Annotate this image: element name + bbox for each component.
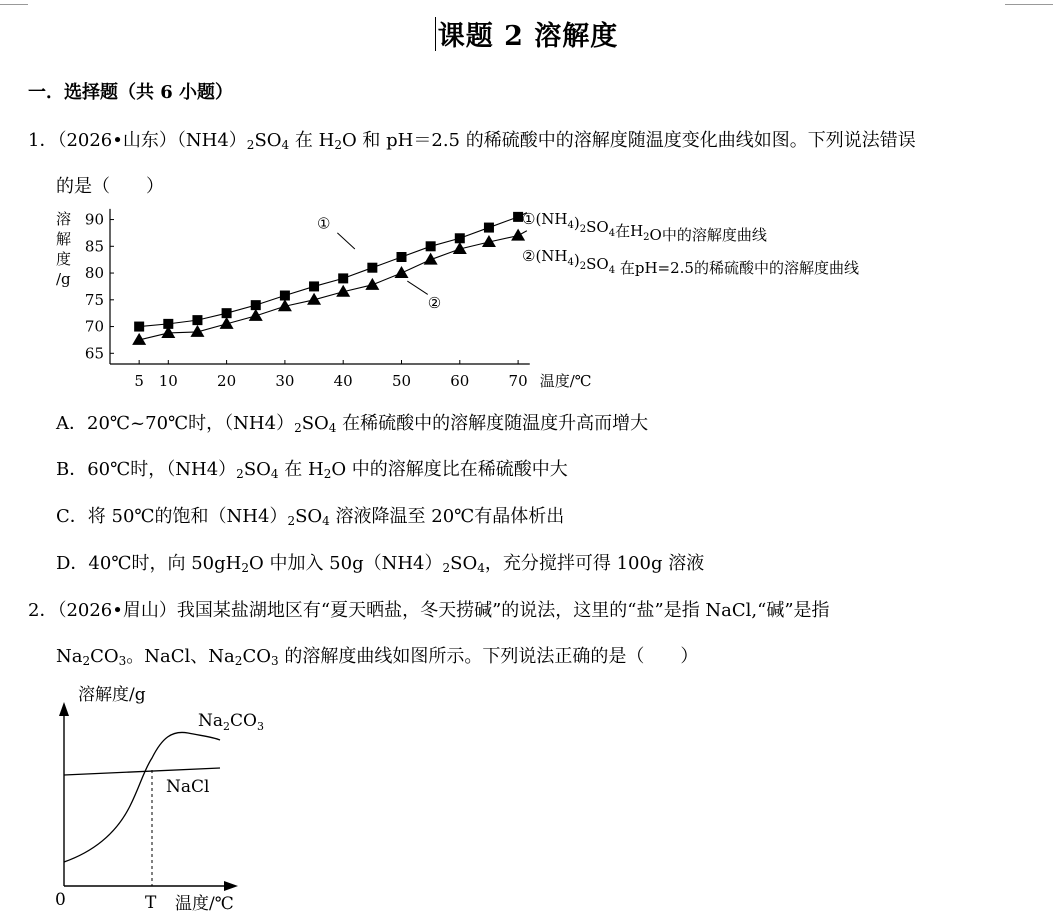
data-point-square (397, 252, 407, 262)
x-tick-label: 70 (508, 372, 528, 390)
curve-label-1: ① (316, 214, 331, 233)
page-corner-mark (1005, 0, 1053, 5)
y-axis-label: 溶 (56, 210, 72, 228)
series-line (139, 213, 527, 327)
q1-option-d[interactable]: D．40℃时，向 $50gH_2O$ 中加入 $50g(NH4)_2SO_4$，充分搅拌可得 100g 溶液 (56, 553, 705, 575)
data-point-triangle (365, 278, 379, 290)
x-tick-label: 40 (333, 372, 353, 390)
q2-stem-line1: 2．（2026•眉山）我国某盐湖地区有“夏天晒盐，冬天捞碱”的说法，这里的“盐”是指 NaCl,“碱”是指 (28, 600, 830, 621)
data-point-triangle (395, 266, 409, 278)
q1-stem-line2: 的是（ ） (56, 176, 164, 197)
t-label: T (145, 893, 157, 913)
solubility-chart-1 (48, 200, 928, 400)
x-tick-label: 5 (134, 372, 144, 390)
x-tick-label: 50 (391, 372, 412, 390)
section-heading: 一．选择题（共 6 小题） (28, 82, 234, 103)
x-tick-label: 60 (450, 372, 470, 390)
q1-option-c[interactable]: C．将 50℃的饱和$(NH4)_2SO_4$ 溶液降温至 20℃有晶体析出 (56, 506, 565, 528)
text-cursor (435, 17, 436, 51)
y-axis-label: 度 (56, 250, 72, 268)
x-axis-label: 温度/℃ (539, 372, 592, 390)
nacl-curve (64, 768, 220, 775)
q1-option-a[interactable]: A．20℃~70℃时，$(NH4)_2SO_4$ 在稀硫酸中的溶解度随温度升高而增大 (56, 413, 649, 435)
nacl-label: NaCl (166, 777, 210, 797)
data-point-square (484, 223, 494, 233)
data-point-square (367, 263, 377, 273)
y-axis-label: 溶解度/g (78, 685, 146, 705)
y-tick-label: 70 (84, 317, 104, 336)
data-point-square (222, 308, 232, 318)
x-axis-arrow (224, 881, 238, 891)
data-point-square (455, 233, 465, 243)
na2co3-curve (64, 732, 220, 862)
y-tick-label: 75 (84, 290, 104, 309)
leader-line (337, 233, 354, 249)
y-axis-arrow (59, 702, 69, 716)
q1-option-b[interactable]: B．60℃时，$(NH4)_2SO_4$ 在 $H_2O$ 中的溶解度比在稀硫酸中大 (56, 459, 568, 481)
y-tick-label: 90 (84, 210, 104, 229)
x-axis-label: 温度/℃ (175, 894, 234, 914)
data-point-square (426, 241, 436, 251)
na2co3-label: $Na_2CO_3$ (198, 711, 264, 733)
data-point-square (338, 273, 348, 283)
legend-entry-1: $①(NH_4)_2SO_4$在$H_2O$中的溶解度曲线 (522, 210, 767, 244)
data-point-triangle (511, 229, 525, 241)
y-axis-label: /g (56, 270, 71, 288)
page-title: 课题 2 溶解度 (0, 14, 1053, 53)
page-corner-mark (0, 0, 28, 5)
legend-entry-2: $②(NH_4)_2SO_4$ 在pH=2.5的稀硫酸中的溶解度曲线 (522, 247, 859, 277)
data-point-triangle (424, 253, 438, 265)
y-tick-label: 85 (84, 237, 104, 256)
q1-stem-line1: 1．（2026•山东）$(NH4)_2SO_4$ 在 $H_2O$ 和 pH＝2.5 的稀硫酸中的溶解度随温度变化曲线如图。下列说法错误 (28, 130, 916, 152)
solubility-chart-2 (48, 680, 288, 916)
data-point-square (280, 291, 290, 301)
data-point-square (309, 281, 319, 291)
curve-label-2: ② (427, 293, 442, 312)
q2-stem-line2: $Na_2CO_3$。NaCl、$Na_2CO_3$ 的溶解度曲线如图所示。下列说法正确的是（ ） (56, 646, 699, 668)
x-tick-label: 20 (217, 372, 237, 390)
y-tick-label: 65 (84, 344, 104, 363)
data-point-triangle (249, 309, 263, 321)
data-point-square (251, 300, 261, 310)
data-point-square (192, 315, 202, 325)
data-point-square (134, 322, 144, 332)
x-tick-label: 30 (275, 372, 295, 390)
origin-label: 0 (55, 890, 66, 910)
y-axis-label: 解 (56, 230, 72, 248)
x-tick-label: 10 (158, 372, 178, 390)
y-tick-label: 80 (84, 264, 104, 283)
leader-line (407, 281, 427, 294)
